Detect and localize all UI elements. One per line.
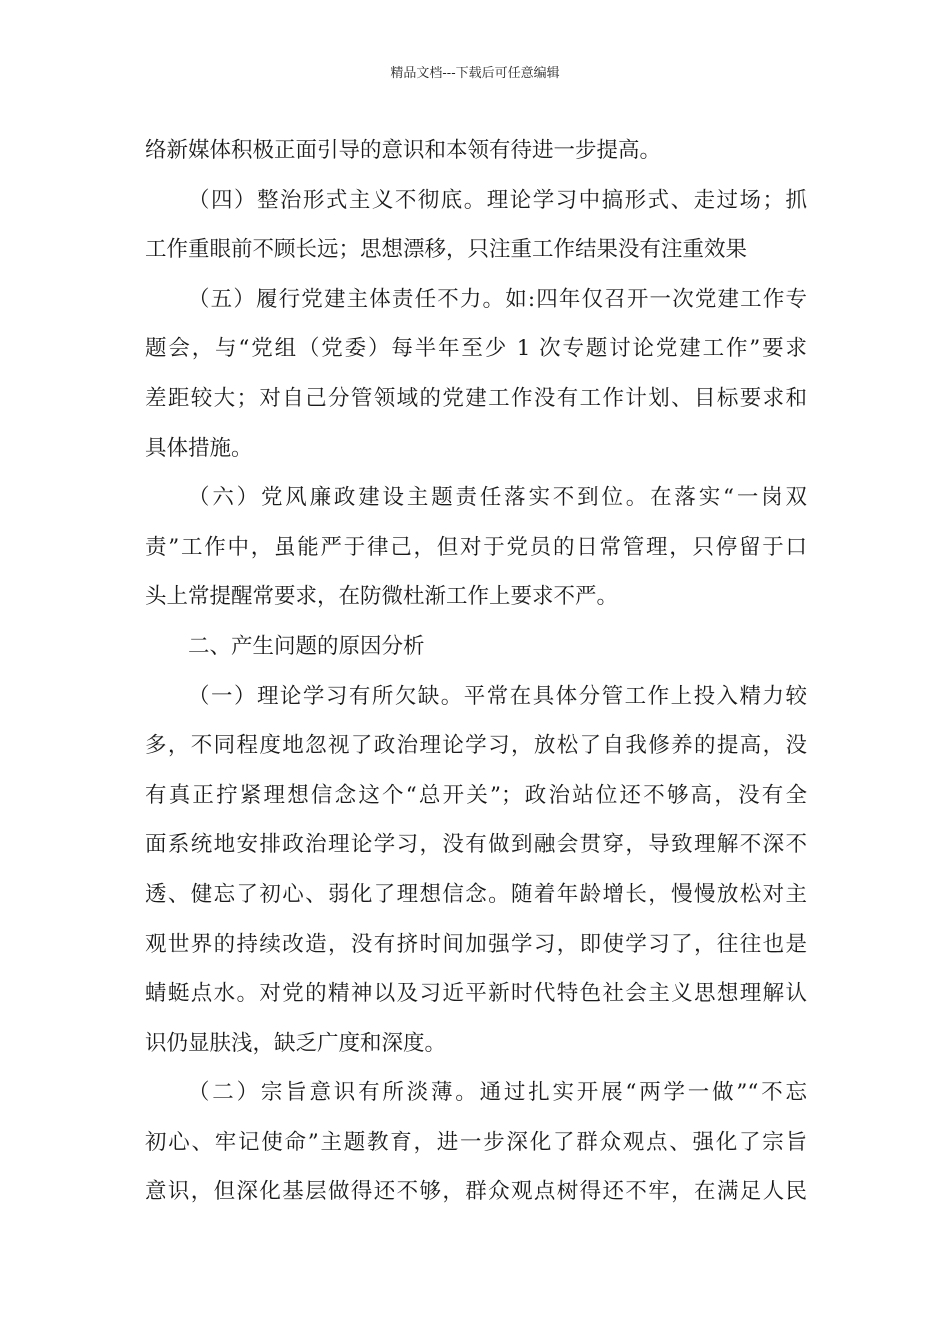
text-line: 有真正拧紧理想信念这个“总开关”；政治站位还不够高，没有全: [145, 782, 807, 808]
text-line: 题会，与“党组（党委）每半年至少 1 次专题讨论党建工作”要求: [145, 336, 807, 362]
text-line: 工作重眼前不顾长远；思想漂移，只注重工作结果没有注重效果: [145, 237, 748, 263]
text-line: 透、健忘了初心、弱化了理想信念。随着年龄增长，慢慢放松对主: [145, 881, 807, 907]
text-line: （五）履行党建主体责任不力。如:四年仅召开一次党建工作专: [188, 286, 807, 312]
text-line: （六）党风廉政建设主题责任落实不到位。在落实“一岗双: [188, 485, 807, 511]
text-line: 头上常提醒常要求，在防微杜渐工作上要求不严。: [145, 584, 619, 610]
text-line: （一）理论学习有所欠缺。平常在具体分管工作上投入精力较: [188, 683, 807, 709]
text-line: （四）整治形式主义不彻底。理论学习中搞形式、走过场；抓: [188, 187, 807, 213]
text-line: 络新媒体积极正面引导的意识和本领有待进一步提高。: [145, 138, 662, 163]
document-body: [145, 126, 807, 1217]
text-line: 意识，但深化基层做得还不够，群众观点树得还不牢，在满足人民: [145, 1179, 807, 1205]
text-line: 多，不同程度地忽视了政治理论学习，放松了自我修养的提高，没: [145, 733, 807, 759]
text-line: 识仍显肤浅，缺乏广度和深度。: [145, 1030, 447, 1056]
text-line: 责”工作中，虽能严于律己，但对于党员的日常管理，只停留于口: [145, 534, 807, 560]
text-line: 观世界的持续改造，没有挤时间加强学习，即使学习了，往往也是: [145, 931, 807, 957]
text-line: 二、产生问题的原因分析: [188, 633, 425, 659]
text-line: （二）宗旨意识有所淡薄。通过扎实开展“两学一做”“不忘: [188, 1080, 807, 1106]
page-header: 精品文档---下载后可任意编辑: [390, 66, 560, 81]
text-line: 蜻蜓点水。对党的精神以及习近平新时代特色社会主义思想理解认: [145, 981, 807, 1007]
text-line: 差距较大；对自己分管领域的党建工作没有工作计划、目标要求和: [145, 385, 807, 411]
text-line: 具体措施。: [145, 435, 253, 461]
text-line: 面系统地安排政治理论学习，没有做到融会贯穿，导致理解不深不: [145, 832, 807, 858]
text-line: 初心、牢记使命”主题教育，进一步深化了群众观点、强化了宗旨: [145, 1129, 807, 1155]
